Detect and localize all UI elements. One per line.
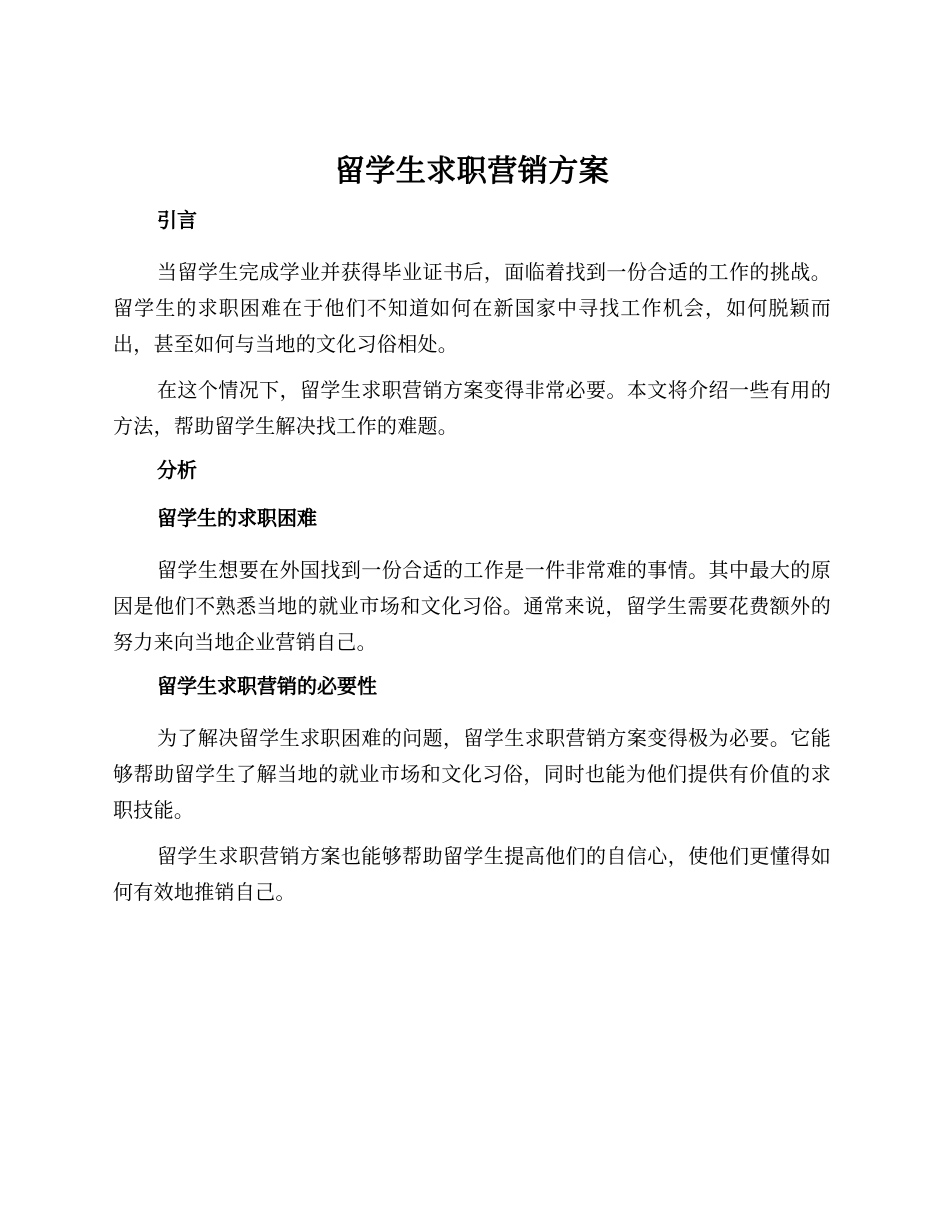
intro-paragraph-1: 当留学生完成学业并获得毕业证书后，面临着找到一份合适的工作的挑战。留学生的求职困难在于他们不知道如何在新国家中寻找工作机会，如何脱颖而出，甚至如何与当地的文化习俗相处。 (113, 260, 831, 356)
necessity-heading: 留学生求职营销的必要性 (157, 674, 377, 698)
analysis-heading: 分析 (157, 458, 197, 482)
intro-heading: 引言 (157, 208, 197, 232)
intro-paragraph-2: 在这个情况下，留学生求职营销方案变得非常必要。本文将介绍一些有用的方法，帮助留学生解决找工作的难题。 (113, 378, 831, 438)
document-page (113, 150, 831, 920)
necessity-paragraph-2: 留学生求职营销方案也能够帮助留学生提高他们的自信心，使他们更懂得如何有效地推销自己。 (113, 844, 831, 904)
necessity-paragraph-1: 为了解决留学生求职困难的问题，留学生求职营销方案变得极为必要。它能够帮助留学生了解当地的就业市场和文化习俗，同时也能为他们提供有价值的求职技能。 (113, 726, 831, 822)
difficulty-paragraph: 留学生想要在外国找到一份合适的工作是一件非常难的事情。其中最大的原因是他们不熟悉当地的就业市场和文化习俗。通常来说，留学生需要花费额外的努力来向当地企业营销自己。 (113, 558, 831, 654)
document-title: 留学生求职营销方案 (334, 154, 610, 189)
difficulty-heading: 留学生的求职困难 (157, 506, 317, 530)
